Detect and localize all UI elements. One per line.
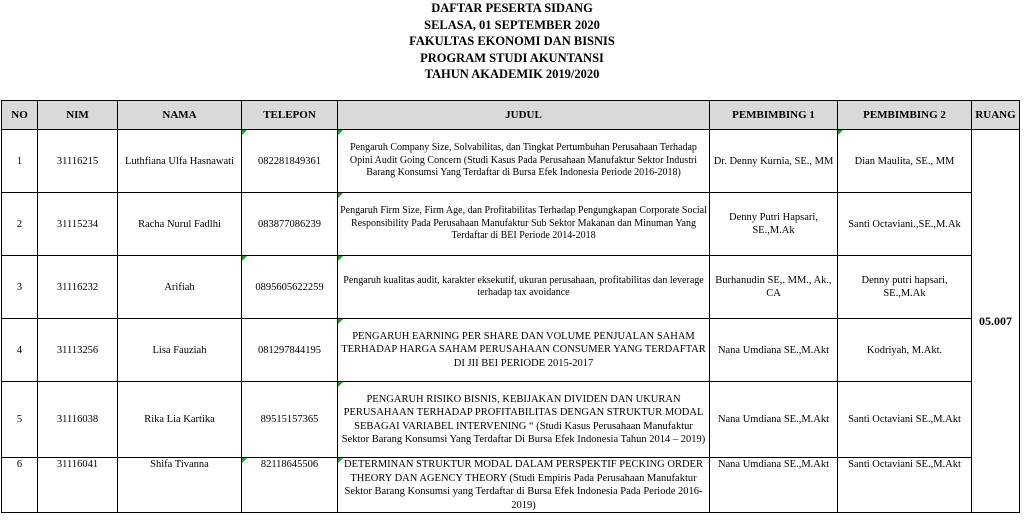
cell-nim: 31115234 (38, 193, 118, 256)
table-row (2, 382, 1020, 458)
cell-telepon: 82118645506 (242, 458, 338, 513)
cell-no: 1 (2, 130, 38, 193)
cell-judul: DETERMINAN STRUKTUR MODAL DALAM PERSPEKTIF PECKING ORDER THEORY DAN AGENCY THEORY (Studi Empiris Pada Perusahaan Manufaktur Sektor Barang Konsumsi yang Terdaftar di Bursa Efek Indonesia Pada Periode 2016-2019) (338, 458, 710, 513)
document-title (0, 0, 1024, 83)
cell-pembimbing-1: Nana Umdiana SE.,M.Akt (710, 319, 838, 382)
cell-telepon: 0895605622259 (242, 256, 338, 319)
cell-nama: Rika Lia Kartika (118, 382, 242, 458)
cell-pembimbing-1: Nana Umdiana SE.,M.Akt (710, 382, 838, 458)
cell-telepon: 89515157365 (242, 382, 338, 458)
header-nama: NAMA (118, 101, 242, 130)
title-line: TAHUN AKADEMIK 2019/2020 (424, 67, 600, 81)
cell-pembimbing-2: Dian Maulita, SE., MM (838, 130, 972, 193)
cell-no: 4 (2, 319, 38, 382)
header-pembimbing-1: PEMBIMBING 1 (710, 101, 838, 130)
header-ruang: RUANG (972, 101, 1020, 130)
cell-pembimbing-2: Santi Octaviani.,SE.,M.Ak (838, 193, 972, 256)
cell-telepon: 083877086239 (242, 193, 338, 256)
cell-no: 5 (2, 382, 38, 458)
cell-pembimbing-2: Kodriyah, M.Akt. (838, 319, 972, 382)
cell-judul: Pengaruh Company Size, Solvabilitas, dan Tingkat Pertumbuhan Perusahaan Terhadap Opini Audit Going Concern (Studi Kasus Pada Perusahaan Manufaktur Sektor Industri Barang Konsumsi Yang Terdaftar di Bursa Efek Indonesia Periode 2016-2018) (338, 130, 710, 193)
cell-pembimbing-1: Denny Putri Hapsari, SE.,M.Ak (710, 193, 838, 256)
cell-pembimbing-2: Denny putri hapsari, SE.,M.Ak (838, 256, 972, 319)
header-judul: JUDUL (338, 101, 710, 130)
cell-nama: Racha Nurul Fadlhi (118, 193, 242, 256)
table-header-row (2, 101, 1020, 130)
title-line: FAKULTAS EKONOMI DAN BISNIS (409, 34, 615, 48)
cell-nim: 31116232 (38, 256, 118, 319)
cell-pembimbing-1: Dr. Denny Kurnia, SE., MM (710, 130, 838, 193)
header-pembimbing-2: PEMBIMBING 2 (838, 101, 972, 130)
cell-ruang: 05.007 (972, 130, 1020, 513)
cell-judul: Pengaruh kualitas audit, karakter eksekutif, ukuran perusahaan, profitabilitas dan leverage terhadap tax avoidance (338, 256, 710, 319)
cell-judul: Pengaruh Firm Size, Firm Age, dan Profitabilitas Terhadap Pengungkapan Corporate Social Responsibility Pada Perusahaan Manufaktur Sub Sektor Makanan dan Minuman Yang Terdaftar di BEI Periode 2014-2018 (338, 193, 710, 256)
header-telepon: TELEPON (242, 101, 338, 130)
cell-nim: 31116038 (38, 382, 118, 458)
cell-judul: PENGARUH RISIKO BISNIS, KEBIJAKAN DIVIDEN DAN UKURAN PERUSAHAAN TERHADAP PROFITABILITAS DENGAN STRUKTUR MODAL SEBAGAI VARIABEL INTERVENING “ (Studi Kasus Perusahaan Manufaktur Sektor Barang Konsumsi Yang Terdaftar Di Bursa Efek Indonesia Tahun 2014 – 2019) (338, 382, 710, 458)
table-row (2, 130, 1020, 193)
cell-nama: Lisa Fauziah (118, 319, 242, 382)
cell-telepon: 081297844195 (242, 319, 338, 382)
title-line: PROGRAM STUDI AKUNTANSI (420, 50, 604, 65)
cell-nama: Shifa Tivanna (118, 458, 242, 513)
table-row (2, 256, 1020, 319)
cell-nim: 31116041 (38, 458, 118, 513)
title-line: DAFTAR PESERTA SIDANG (431, 1, 593, 15)
cell-nim: 31113256 (38, 319, 118, 382)
header-no: NO (2, 101, 38, 130)
table-row (2, 193, 1020, 256)
cell-pembimbing-1: Nana Umdiana SE.,M.Akt (710, 458, 838, 513)
cell-nama: Luthfiana Ulfa Hasnawati (118, 130, 242, 193)
participants-table (1, 100, 1020, 513)
cell-pembimbing-1: Burhanudin SE,. MM., Ak., CA (710, 256, 838, 319)
table-row (2, 319, 1020, 382)
cell-judul: PENGARUH EARNING PER SHARE DAN VOLUME PENJUALAN SAHAM TERHADAP HARGA SAHAM PERUSAHAAN CONSUMER YANG TERDAFTAR DI JII BEI PERIODE 2015-2017 (338, 319, 710, 382)
header-nim: NIM (38, 101, 118, 130)
cell-nim: 31116215 (38, 130, 118, 193)
cell-no: 2 (2, 193, 38, 256)
table-row (2, 458, 1020, 513)
cell-pembimbing-2: Santi Octaviani SE.,M.Akt (838, 382, 972, 458)
cell-nama: Arifiah (118, 256, 242, 319)
title-line: SELASA, 01 SEPTEMBER 2020 (424, 17, 600, 32)
cell-pembimbing-2: Santi Octaviani SE.,M.Akt (838, 458, 972, 513)
cell-no: 6 (2, 458, 38, 513)
cell-no: 3 (2, 256, 38, 319)
cell-telepon: 082281849361 (242, 130, 338, 193)
